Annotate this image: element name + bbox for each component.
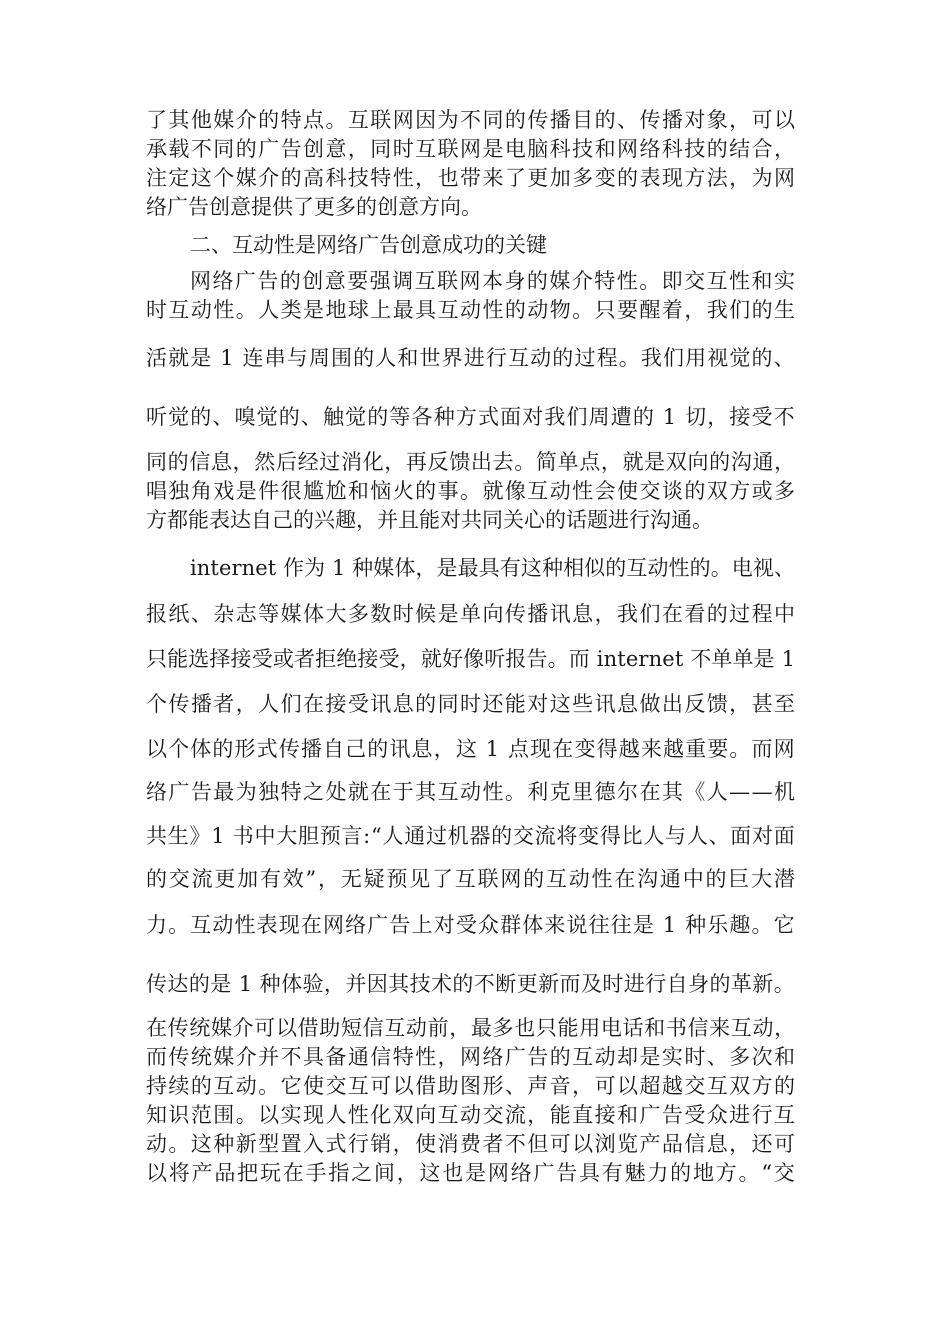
text-line: 注定这个媒介的高科技特性，也带来了更加多变的表现方法，为网: [146, 166, 797, 190]
text-line: 以将产品把玩在手指之间，这也是网络广告具有魅力的地方。“交: [146, 1161, 797, 1185]
text-line: 报纸、杂志等媒体大多数时候是单向传播讯息，我们在看的过程中: [146, 602, 797, 626]
text-line: 知识范围。以实现人性化双向互动交流，能直接和广告受众进行互: [146, 1103, 797, 1127]
text-line: 时互动性。人类是地球上最具互动性的动物。只要醒着，我们的生: [146, 298, 797, 322]
text-line: 而传统媒介并不具备通信特性，网络广告的互动却是实时、多次和: [146, 1045, 797, 1069]
text-line: 方都能表达自己的兴趣，并且能对共同关心的话题进行沟通。: [146, 508, 713, 532]
section-heading: 二、互动性是网络广告创意成功的关键: [190, 233, 547, 257]
text-line: 只能选择接受或者拒绝接受，就好像听报告。而 internet 不单单是 1: [146, 647, 796, 671]
text-line: 力。互动性表现在网络广告上对受众群体来说往往是 1 种乐趣。它: [146, 913, 796, 937]
text-line: 个传播者，人们在接受讯息的同时还能对这些讯息做出反馈，甚至: [146, 692, 797, 716]
text-line: 听觉的、嗅觉的、触觉的等各种方式面对我们周遭的 1 切，接受不: [146, 405, 796, 429]
text-line: 络广告最为独特之处就在于其互动性。利克里德尔在其《人——机: [146, 780, 797, 804]
text-line: 络广告创意提供了更多的创意方向。: [146, 195, 482, 219]
text-line: 活就是 1 连串与周围的人和世界进行互动的过程。我们用视觉的、: [146, 346, 796, 370]
text-line: 网络广告的创意要强调互联网本身的媒介特性。即交互性和实: [190, 269, 797, 293]
text-line: 在传统媒介可以借助短信互动前，最多也只能用电话和书信来互动，: [146, 1016, 796, 1040]
text-line: 承载不同的广告创意，同时互联网是电脑科技和网络科技的结合，: [146, 137, 797, 161]
text-line: 以个体的形式传播自己的讯息，这 1 点现在变得越来越重要。而网: [146, 737, 796, 761]
text-line: 同的信息，然后经过消化，再反馈出去。简单点，就是双向的沟通，: [146, 450, 796, 474]
text-line: 持续的互动。它使交互可以借助图形、声音，可以超越交互双方的: [146, 1074, 797, 1098]
text-line: 了其他媒介的特点。互联网因为不同的传播目的、传播对象，可以: [146, 108, 797, 132]
text-line: 共生》1 书中大胆预言:“人通过机器的交流将变得比人与人、面对面: [146, 824, 796, 848]
text-line: 动。这种新型置入式行销，使消费者不但可以浏览产品信息，还可: [146, 1132, 797, 1156]
text-line: internet 作为 1 种媒体，是最具有这种相似的互动性的。电视、: [190, 556, 796, 580]
text-line: 唱独角戏是件很尴尬和恼火的事。就像互动性会使交谈的双方或多: [146, 479, 797, 503]
text-line: 传达的是 1 种体验，并因其技术的不断更新而及时进行自身的革新。: [146, 972, 796, 996]
text-line: 的交流更加有效”，无疑预见了互联网的互动性在沟通中的巨大潜: [146, 867, 797, 891]
